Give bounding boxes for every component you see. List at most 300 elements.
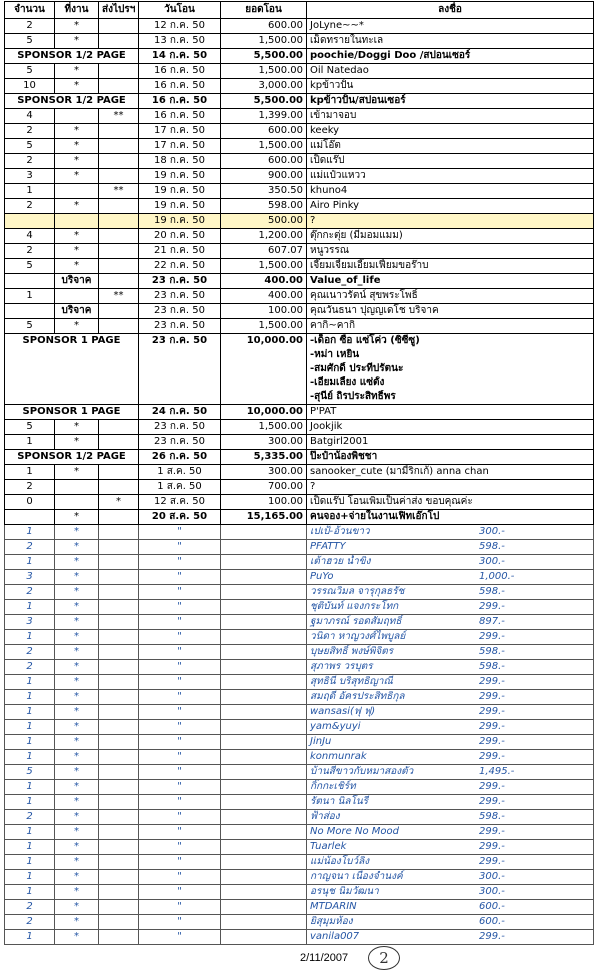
handwritten-row [5, 690, 594, 705]
table-row [5, 465, 594, 480]
amount-cell [221, 705, 307, 720]
mail-cell [99, 735, 139, 750]
amount-cell [221, 690, 307, 705]
handwritten-row [5, 615, 594, 630]
qty-cell: 5 [5, 319, 55, 334]
qty-cell: 1 [5, 720, 55, 735]
amount-cell [221, 585, 307, 600]
footer-date: 2/11/2007 [300, 952, 349, 964]
venue-cell: * [55, 79, 99, 94]
header-name: ลงชื่อ [307, 2, 594, 19]
qty-cell: 1 [5, 465, 55, 480]
qty-cell: 1 [5, 435, 55, 450]
venue-cell: * [55, 705, 99, 720]
handwritten-row [5, 855, 594, 870]
venue-cell: * [55, 510, 99, 525]
sponsor-row [5, 94, 594, 109]
handwritten-name: JinJu [310, 736, 332, 747]
date-cell: 16 ก.ค. 50 [139, 94, 221, 109]
handwritten-row [5, 675, 594, 690]
table-row [5, 139, 594, 154]
venue-cell: * [55, 124, 99, 139]
name-cell: poochie/Doggi Doo /สปอนเซอร์ [307, 49, 594, 64]
handwritten-row [5, 840, 594, 855]
date-cell: " [139, 645, 221, 660]
date-cell: 23 ก.ค. 50 [139, 289, 221, 304]
sponsor-row [5, 450, 594, 465]
page-number-circle: 2 [368, 946, 400, 970]
qty-cell: 1 [5, 795, 55, 810]
qty-cell: 1 [5, 930, 55, 945]
amount-cell [221, 750, 307, 765]
handwritten-name: สุภาพร วรบุตร [310, 661, 373, 672]
name-cell [307, 795, 594, 810]
handwritten-name: กาญจนา เนื่องจำนงค์ [310, 871, 403, 882]
venue-cell [55, 214, 99, 229]
amount-cell [221, 615, 307, 630]
handwritten-name: วนิดา หาญวงศ์ไพบูลย์ [310, 631, 406, 642]
table-row [5, 289, 594, 304]
header-venue: ที่งาน [55, 2, 99, 19]
ledger-table [4, 1, 594, 945]
venue-cell [55, 109, 99, 124]
qty-cell: 1 [5, 525, 55, 540]
name-cell [307, 780, 594, 795]
date-cell: " [139, 810, 221, 825]
venue-cell: * [55, 840, 99, 855]
venue-cell: * [55, 540, 99, 555]
qty-cell: 1 [5, 825, 55, 840]
qty-cell: 4 [5, 109, 55, 124]
handwritten-amount: 598.- [479, 646, 505, 657]
mail-cell [99, 705, 139, 720]
venue-cell: * [55, 720, 99, 735]
amount-cell [221, 915, 307, 930]
amount-cell: 300.00 [221, 435, 307, 450]
amount-cell: 1,200.00 [221, 229, 307, 244]
amount-cell [221, 735, 307, 750]
handwritten-name: PuYo [310, 571, 334, 582]
qty-cell: 5 [5, 34, 55, 49]
mail-cell [99, 600, 139, 615]
name-cell [307, 840, 594, 855]
header-qty: จำนวน [5, 2, 55, 19]
date-cell: 19 ก.ค. 50 [139, 169, 221, 184]
date-cell: " [139, 840, 221, 855]
amount-cell: 400.00 [221, 274, 307, 289]
handwritten-row [5, 630, 594, 645]
header-mail: ส่งไปรฯ [99, 2, 139, 19]
amount-cell: 1,399.00 [221, 109, 307, 124]
mail-cell [99, 229, 139, 244]
qty-cell: 5 [5, 420, 55, 435]
handwritten-row [5, 900, 594, 915]
date-cell: 1 ส.ค. 50 [139, 480, 221, 495]
handwritten-row [5, 600, 594, 615]
venue-cell: * [55, 420, 99, 435]
date-cell: 20 ก.ค. 50 [139, 229, 221, 244]
venue-cell: * [55, 435, 99, 450]
handwritten-amount: 897.- [479, 616, 505, 627]
amount-cell: 1,500.00 [221, 64, 307, 79]
venue-cell: * [55, 64, 99, 79]
date-cell: 24 ก.ค. 50 [139, 405, 221, 420]
handwritten-name: เต้าฮวย น้ำขิง [310, 556, 371, 567]
qty-cell: 1 [5, 555, 55, 570]
mail-cell [99, 765, 139, 780]
venue-cell: * [55, 319, 99, 334]
mail-cell [99, 304, 139, 319]
venue-cell: * [55, 870, 99, 885]
name-cell [307, 555, 594, 570]
mail-cell [99, 675, 139, 690]
page-footer [0, 944, 600, 972]
mail-cell [99, 274, 139, 289]
amount-cell [221, 570, 307, 585]
qty-cell: 1 [5, 184, 55, 199]
sponsor-label: SPONSOR 1/2 PAGE [5, 94, 139, 109]
handwritten-amount: 299.- [479, 721, 505, 732]
amount-cell: 1,500.00 [221, 259, 307, 274]
name-cell: เป็ดแร๊ป [307, 154, 594, 169]
venue-cell: * [55, 810, 99, 825]
handwritten-name: ชุติบันท์ แจงกระโทก [310, 601, 399, 612]
date-cell: 20 ส.ค. 50 [139, 510, 221, 525]
venue-cell: * [55, 645, 99, 660]
name-cell: เจี๊ยมเจี้ยมเอี๊ยมเฟี้ยมขอร๊าบ [307, 259, 594, 274]
venue-cell: * [55, 825, 99, 840]
venue-cell: * [55, 930, 99, 945]
name-cell [307, 885, 594, 900]
qty-cell: 3 [5, 169, 55, 184]
date-cell: " [139, 780, 221, 795]
date-cell: 22 ก.ค. 50 [139, 259, 221, 274]
table-row [5, 64, 594, 79]
amount-cell: 1,500.00 [221, 139, 307, 154]
handwritten-name: ฟ้าส่อง [310, 811, 340, 822]
mail-cell [99, 19, 139, 34]
mail-cell [99, 154, 139, 169]
header-amount: ยอดโอน [221, 2, 307, 19]
name-cell: kpข้าวปั้น [307, 79, 594, 94]
qty-cell: 2 [5, 645, 55, 660]
venue-cell: บริจาค [55, 274, 99, 289]
name-cell [307, 675, 594, 690]
handwritten-row [5, 765, 594, 780]
handwritten-name: No More No Mood [310, 826, 399, 837]
handwritten-row [5, 870, 594, 885]
handwritten-amount: 299.- [479, 631, 505, 642]
name-cell: ตุ๊กกะตุ่ย (มีมอมแมม) [307, 229, 594, 244]
amount-cell [221, 900, 307, 915]
amount-cell [221, 885, 307, 900]
amount-cell: 3,000.00 [221, 79, 307, 94]
handwritten-amount: 598.- [479, 586, 505, 597]
date-cell: 23 ก.ค. 50 [139, 274, 221, 289]
mail-cell [99, 139, 139, 154]
name-cell: P'PAT [307, 405, 594, 420]
date-cell: " [139, 765, 221, 780]
amount-cell [221, 870, 307, 885]
amount-cell [221, 555, 307, 570]
mail-cell [99, 319, 139, 334]
handwritten-row [5, 795, 594, 810]
handwritten-amount: 600.- [479, 901, 505, 912]
mail-cell [99, 510, 139, 525]
qty-cell: 5 [5, 259, 55, 274]
venue-cell [55, 480, 99, 495]
sponsor-row [5, 49, 594, 64]
qty-cell: 2 [5, 19, 55, 34]
name-cell: เข้ามาจอบ [307, 109, 594, 124]
mail-cell [99, 900, 139, 915]
venue-cell: * [55, 900, 99, 915]
mail-cell [99, 690, 139, 705]
header-row [5, 2, 594, 19]
sponsor-name: -เด็อก ซือ แซ่โค่ว (ซิซีซู) [307, 334, 594, 349]
amount-cell: 5,500.00 [221, 94, 307, 109]
venue-cell: บริจาค [55, 304, 99, 319]
amount-cell: 100.00 [221, 304, 307, 319]
qty-cell: 1 [5, 750, 55, 765]
qty-cell: 1 [5, 600, 55, 615]
handwritten-name: เปเป้-อ้วนขาว [310, 526, 370, 537]
date-cell: " [139, 795, 221, 810]
table-row [5, 199, 594, 214]
venue-cell: * [55, 885, 99, 900]
name-cell: คุณวันธนา ปุญญเดโช บริจาค [307, 304, 594, 319]
amount-cell [221, 765, 307, 780]
sponsor-block-label: SPONSOR 1 PAGE [5, 334, 139, 405]
ledger-body-typed [5, 19, 594, 334]
handwritten-amount: 1,495.- [479, 766, 515, 777]
table-row [5, 435, 594, 450]
qty-cell: 2 [5, 660, 55, 675]
amount-cell: 350.50 [221, 184, 307, 199]
handwritten-amount: 1,000.- [479, 571, 515, 582]
mail-cell [99, 930, 139, 945]
name-cell: หนูวรรณ [307, 244, 594, 259]
date-cell: " [139, 660, 221, 675]
handwritten-amount: 299.- [479, 691, 505, 702]
sponsor-block-date: 23 ก.ค. 50 [139, 334, 221, 405]
mail-cell [99, 244, 139, 259]
venue-cell: * [55, 169, 99, 184]
mail-cell [99, 465, 139, 480]
header-date: วันโอน [139, 2, 221, 19]
name-cell: ? [307, 214, 594, 229]
venue-cell: * [55, 525, 99, 540]
mail-cell [99, 64, 139, 79]
date-cell: 17 ก.ค. 50 [139, 139, 221, 154]
date-cell: " [139, 630, 221, 645]
handwritten-name: รัตนา นิลโนรี [310, 796, 369, 807]
handwritten-name: อรนุช นิมวัฒนา [310, 886, 379, 897]
name-cell: Batgirl2001 [307, 435, 594, 450]
amount-cell: 10,000.00 [221, 405, 307, 420]
amount-cell [221, 660, 307, 675]
name-cell [307, 600, 594, 615]
amount-cell: 900.00 [221, 169, 307, 184]
date-cell: 12 ก.ค. 50 [139, 19, 221, 34]
handwritten-row [5, 525, 594, 540]
date-cell: 21 ก.ค. 50 [139, 244, 221, 259]
amount-cell: 700.00 [221, 480, 307, 495]
name-cell [307, 540, 594, 555]
table-row [5, 274, 594, 289]
handwritten-amount: 600.- [479, 916, 505, 927]
qty-cell: 3 [5, 570, 55, 585]
name-cell: sanooker_cute (มามี้ริกเก้) anna chan [307, 465, 594, 480]
mail-cell: ** [99, 109, 139, 124]
mail-cell [99, 840, 139, 855]
amount-cell [221, 840, 307, 855]
sponsor-name: -สุนีย์ ถิรประสิทธิ์พร [307, 390, 594, 405]
table-row [5, 169, 594, 184]
table-row [5, 19, 594, 34]
table-row [5, 319, 594, 334]
amount-cell: 1,500.00 [221, 34, 307, 49]
name-cell: Airo Pinky [307, 199, 594, 214]
date-cell: " [139, 750, 221, 765]
name-cell: คุณเนาวรัตน์ สุขพระโพธิ์ [307, 289, 594, 304]
name-cell [307, 855, 594, 870]
date-cell: 19 ก.ค. 50 [139, 184, 221, 199]
mail-cell [99, 79, 139, 94]
qty-cell: 0 [5, 495, 55, 510]
amount-cell [221, 720, 307, 735]
mail-cell [99, 199, 139, 214]
amount-cell: 598.00 [221, 199, 307, 214]
handwritten-amount: 299.- [479, 676, 505, 687]
mail-cell [99, 214, 139, 229]
mail-cell [99, 169, 139, 184]
venue-cell: * [55, 34, 99, 49]
handwritten-name: วรรณวิมล จารุกุลธรัช [310, 586, 405, 597]
qty-cell: 10 [5, 79, 55, 94]
amount-cell [221, 630, 307, 645]
mail-cell [99, 780, 139, 795]
table-row [5, 229, 594, 244]
qty-cell: 1 [5, 870, 55, 885]
amount-cell: 607.07 [221, 244, 307, 259]
mail-cell: ** [99, 289, 139, 304]
venue-cell: * [55, 199, 99, 214]
ledger-body-typed-2 [5, 405, 594, 525]
amount-cell: 100.00 [221, 495, 307, 510]
mail-cell: * [99, 495, 139, 510]
qty-cell: 5 [5, 64, 55, 79]
handwritten-row [5, 885, 594, 900]
qty-cell [5, 214, 55, 229]
venue-cell: * [55, 690, 99, 705]
qty-cell: 2 [5, 480, 55, 495]
qty-cell [5, 274, 55, 289]
handwritten-name: สมฤดี อัครประสิทธิกุล [310, 691, 405, 702]
venue-cell: * [55, 585, 99, 600]
handwritten-row [5, 780, 594, 795]
handwritten-row [5, 750, 594, 765]
mail-cell [99, 420, 139, 435]
venue-cell: * [55, 735, 99, 750]
sponsor-name: -สมศักดิ์ ประทีปรัตนะ [307, 362, 594, 376]
qty-cell: 2 [5, 124, 55, 139]
mail-cell [99, 660, 139, 675]
date-cell: " [139, 585, 221, 600]
date-cell: " [139, 885, 221, 900]
handwritten-amount: 299.- [479, 736, 505, 747]
amount-cell [221, 780, 307, 795]
table-row [5, 154, 594, 169]
date-cell: 18 ก.ค. 50 [139, 154, 221, 169]
handwritten-amount: 299.- [479, 856, 505, 867]
table-row [5, 304, 594, 319]
venue-cell: * [55, 570, 99, 585]
handwritten-amount: 299.- [479, 826, 505, 837]
date-cell: " [139, 525, 221, 540]
venue-cell: * [55, 244, 99, 259]
name-cell [307, 750, 594, 765]
ledger-body-handwritten [5, 525, 594, 945]
venue-cell: * [55, 259, 99, 274]
venue-cell: * [55, 675, 99, 690]
qty-cell [5, 304, 55, 319]
qty-cell: 2 [5, 810, 55, 825]
qty-cell: 1 [5, 840, 55, 855]
handwritten-amount: 300.- [479, 886, 505, 897]
date-cell: 23 ก.ค. 50 [139, 420, 221, 435]
venue-cell: * [55, 229, 99, 244]
mail-cell [99, 540, 139, 555]
sponsor-label: SPONSOR 1/2 PAGE [5, 49, 139, 64]
name-cell [307, 720, 594, 735]
qty-cell: 2 [5, 585, 55, 600]
name-cell [307, 630, 594, 645]
date-cell: " [139, 915, 221, 930]
handwritten-name: ยิสุมุมห้อง [310, 916, 353, 927]
venue-cell: * [55, 630, 99, 645]
date-cell: " [139, 690, 221, 705]
handwritten-name: konmunrak [310, 751, 367, 762]
date-cell: 16 ก.ค. 50 [139, 79, 221, 94]
name-cell: Value_of_life [307, 274, 594, 289]
table-row [5, 244, 594, 259]
qty-cell: 1 [5, 855, 55, 870]
qty-cell: 1 [5, 289, 55, 304]
amount-cell [221, 540, 307, 555]
name-cell: ป๊ะป๋าน้องพิชชา [307, 450, 594, 465]
handwritten-row [5, 720, 594, 735]
amount-cell [221, 600, 307, 615]
handwritten-name: wansasi(ฟุ ฟุ) [310, 706, 376, 717]
qty-cell: 1 [5, 690, 55, 705]
date-cell: 23 ก.ค. 50 [139, 319, 221, 334]
qty-cell: 5 [5, 139, 55, 154]
mail-cell [99, 810, 139, 825]
amount-cell [221, 795, 307, 810]
mail-cell [99, 720, 139, 735]
table-row [5, 420, 594, 435]
name-cell: เม็ดทรายในทะเล [307, 34, 594, 49]
amount-cell [221, 855, 307, 870]
name-cell: แม่โอ๊ต [307, 139, 594, 154]
qty-cell: 1 [5, 885, 55, 900]
sponsor-name: -หม่า เหยิน [307, 348, 594, 362]
table-row [5, 259, 594, 274]
name-cell: ? [307, 480, 594, 495]
name-cell [307, 615, 594, 630]
table-row [5, 79, 594, 94]
